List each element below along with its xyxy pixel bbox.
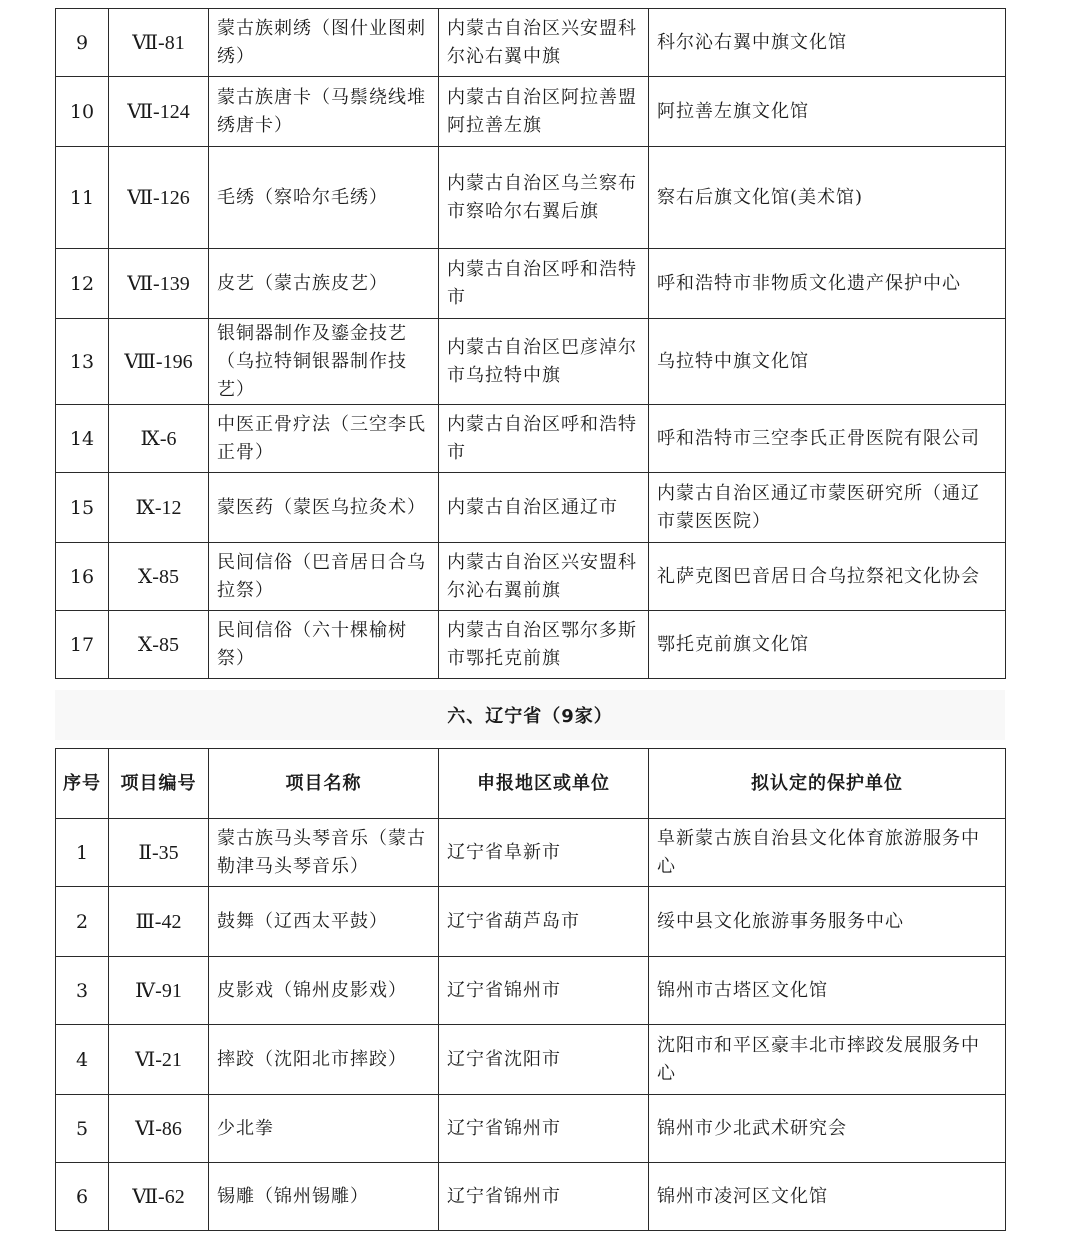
- header-region: 申报地区或单位: [439, 749, 649, 819]
- project-code: Ⅶ-62: [109, 1163, 209, 1231]
- declaring-region: 内蒙古自治区兴安盟科尔沁右翼前旗: [439, 543, 649, 611]
- protection-unit: 锦州市凌河区文化馆: [649, 1163, 1006, 1231]
- table-row: [56, 473, 1006, 543]
- project-code: Ⅷ-196: [109, 319, 209, 405]
- row-number: 2: [56, 887, 109, 957]
- project-name: 银铜器制作及鎏金技艺（乌拉特铜银器制作技艺）: [209, 319, 439, 405]
- row-number: 3: [56, 957, 109, 1025]
- row-number: 15: [56, 473, 109, 543]
- row-number: 12: [56, 249, 109, 319]
- protection-unit: 鄂托克前旗文化馆: [649, 611, 1006, 679]
- project-code: Ⅵ-86: [109, 1095, 209, 1163]
- declaring-region: 内蒙古自治区乌兰察布市察哈尔右翼后旗: [439, 147, 649, 249]
- declaring-region: 内蒙古自治区呼和浩特市: [439, 249, 649, 319]
- table-row: [56, 887, 1006, 957]
- header-number: 序号: [56, 749, 109, 819]
- row-number: 4: [56, 1025, 109, 1095]
- table-row: [56, 611, 1006, 679]
- project-name: 摔跤（沈阳北市摔跤）: [209, 1025, 439, 1095]
- protection-unit: 阿拉善左旗文化馆: [649, 77, 1006, 147]
- table-row: [56, 543, 1006, 611]
- table-row: [56, 1025, 1006, 1095]
- project-name: 蒙古族马头琴音乐（蒙古勒津马头琴音乐）: [209, 819, 439, 887]
- protection-unit: 呼和浩特市非物质文化遗产保护中心: [649, 249, 1006, 319]
- project-name: 蒙医药（蒙医乌拉灸术）: [209, 473, 439, 543]
- project-name: 蒙古族刺绣（图什业图刺绣）: [209, 9, 439, 77]
- table-row: [56, 1163, 1006, 1231]
- protection-unit: 察右后旗文化馆(美术馆): [649, 147, 1006, 249]
- declaring-region: 内蒙古自治区鄂尔多斯市鄂托克前旗: [439, 611, 649, 679]
- row-number: 6: [56, 1163, 109, 1231]
- declaring-region: 辽宁省阜新市: [439, 819, 649, 887]
- table-header-row: [56, 749, 1006, 819]
- declaring-region: 辽宁省沈阳市: [439, 1025, 649, 1095]
- protection-unit: 内蒙古自治区通辽市蒙医研究所（通辽市蒙医医院）: [649, 473, 1006, 543]
- declaring-region: 辽宁省锦州市: [439, 957, 649, 1025]
- section-heading: 六、辽宁省（9家）: [55, 690, 1005, 740]
- project-name: 蒙古族唐卡（马鬃绕线堆绣唐卡）: [209, 77, 439, 147]
- declaring-region: 内蒙古自治区兴安盟科尔沁右翼中旗: [439, 9, 649, 77]
- project-name: 少北拳: [209, 1095, 439, 1163]
- table-row: [56, 319, 1006, 405]
- project-code: Ⅶ-126: [109, 147, 209, 249]
- table-row: [56, 77, 1006, 147]
- project-code: Ⅲ-42: [109, 887, 209, 957]
- project-code: Ⅸ-6: [109, 405, 209, 473]
- header-unit: 拟认定的保护单位: [649, 749, 1006, 819]
- project-code: Ⅹ-85: [109, 543, 209, 611]
- project-name: 民间信俗（六十棵榆树祭）: [209, 611, 439, 679]
- project-code: Ⅵ-21: [109, 1025, 209, 1095]
- row-number: 11: [56, 147, 109, 249]
- protection-unit: 科尔沁右翼中旗文化馆: [649, 9, 1006, 77]
- protection-unit: 绥中县文化旅游事务服务中心: [649, 887, 1006, 957]
- project-code: Ⅶ-81: [109, 9, 209, 77]
- protection-unit: 锦州市少北武术研究会: [649, 1095, 1006, 1163]
- project-code: Ⅸ-12: [109, 473, 209, 543]
- heritage-table-liaoning: [55, 748, 1006, 1231]
- project-name: 锡雕（锦州锡雕）: [209, 1163, 439, 1231]
- project-name: 皮影戏（锦州皮影戏）: [209, 957, 439, 1025]
- table-row: [56, 9, 1006, 77]
- declaring-region: 内蒙古自治区呼和浩特市: [439, 405, 649, 473]
- header-code: 项目编号: [109, 749, 209, 819]
- header-name: 项目名称: [209, 749, 439, 819]
- heritage-table-inner-mongolia: [55, 8, 1006, 679]
- declaring-region: 辽宁省锦州市: [439, 1163, 649, 1231]
- table-row: [56, 957, 1006, 1025]
- row-number: 13: [56, 319, 109, 405]
- row-number: 14: [56, 405, 109, 473]
- row-number: 16: [56, 543, 109, 611]
- project-name: 民间信俗（巴音居日合乌拉祭）: [209, 543, 439, 611]
- declaring-region: 辽宁省锦州市: [439, 1095, 649, 1163]
- declaring-region: 内蒙古自治区巴彦淖尔市乌拉特中旗: [439, 319, 649, 405]
- table-row: [56, 819, 1006, 887]
- table-row: [56, 249, 1006, 319]
- protection-unit: 沈阳市和平区豪丰北市摔跤发展服务中心: [649, 1025, 1006, 1095]
- protection-unit: 礼萨克图巴音居日合乌拉祭祀文化协会: [649, 543, 1006, 611]
- row-number: 5: [56, 1095, 109, 1163]
- row-number: 9: [56, 9, 109, 77]
- protection-unit: 呼和浩特市三空李氏正骨医院有限公司: [649, 405, 1006, 473]
- table-row: [56, 405, 1006, 473]
- project-code: Ⅳ-91: [109, 957, 209, 1025]
- project-code: Ⅶ-124: [109, 77, 209, 147]
- project-code: Ⅶ-139: [109, 249, 209, 319]
- protection-unit: 锦州市古塔区文化馆: [649, 957, 1006, 1025]
- row-number: 17: [56, 611, 109, 679]
- project-name: 皮艺（蒙古族皮艺）: [209, 249, 439, 319]
- protection-unit: 阜新蒙古族自治县文化体育旅游服务中心: [649, 819, 1006, 887]
- declaring-region: 内蒙古自治区阿拉善盟阿拉善左旗: [439, 77, 649, 147]
- row-number: 1: [56, 819, 109, 887]
- table-row: [56, 1095, 1006, 1163]
- project-name: 鼓舞（辽西太平鼓）: [209, 887, 439, 957]
- project-name: 中医正骨疗法（三空李氏正骨）: [209, 405, 439, 473]
- protection-unit: 乌拉特中旗文化馆: [649, 319, 1006, 405]
- project-code: Ⅱ-35: [109, 819, 209, 887]
- row-number: 10: [56, 77, 109, 147]
- table-row: [56, 147, 1006, 249]
- project-code: Ⅹ-85: [109, 611, 209, 679]
- project-name: 毛绣（察哈尔毛绣）: [209, 147, 439, 249]
- declaring-region: 内蒙古自治区通辽市: [439, 473, 649, 543]
- declaring-region: 辽宁省葫芦岛市: [439, 887, 649, 957]
